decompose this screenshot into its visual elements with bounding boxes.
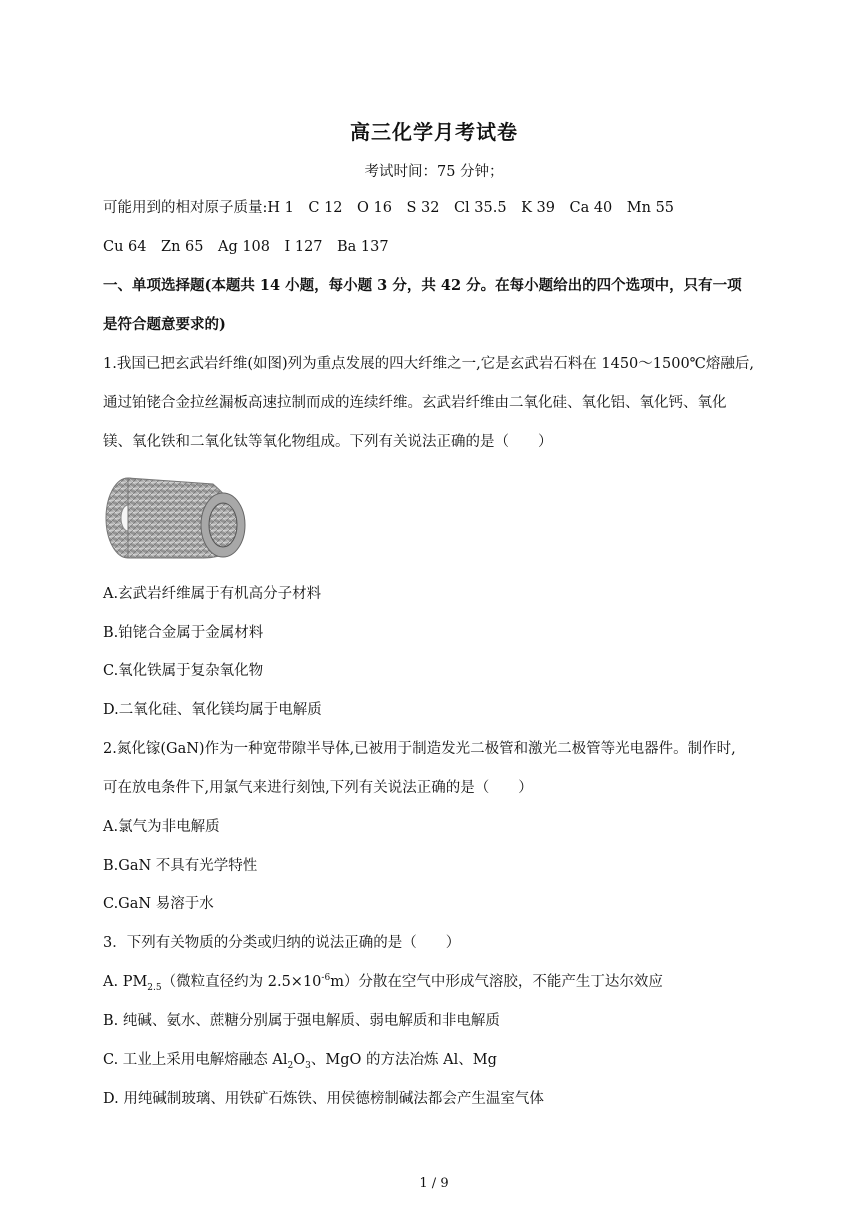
exam-time: 考试时间：75 分钟；: [364, 164, 504, 180]
q1-stem-line-1: 1.我国已把玄武岩纤维(如图)列为重点发展的四大纤维之一,它是玄武岩石料在 1450～1500℃熔融后,: [103, 356, 754, 372]
q1-option-a: A.玄武岩纤维属于有机高分子材料: [103, 586, 322, 602]
section-heading-line-1: 一、单项选择题(本题共 14 小题，每小题 3 分，共 42 分。在每小题给出的四个选项中，只有一项: [103, 277, 742, 294]
q2-stem-line-1: 2.氮化镓(GaN)作为一种宽带隙半导体,已被用于制造发光二极管和激光二极管等光电器件。制作时,: [103, 741, 736, 757]
q3-option-d: D. 用纯碱制玻璃、用铁矿石炼铁、用侯德榜制碱法都会产生温室气体: [103, 1091, 544, 1107]
q2-option-c: C.GaN 易溶于水: [103, 896, 214, 912]
section-heading-line-2: 是符合题意要求的): [103, 316, 226, 333]
q1-option-b: B.铂铑合金属于金属材料: [103, 625, 264, 641]
q3-option-c: C. 工业上采用电解熔融态 $Al_2O_3$、MgO 的方法冶炼 Al、Mg: [103, 1052, 497, 1071]
q2-option-a: A.氯气为非电解质: [103, 819, 220, 835]
q2-stem-line-2: 可在放电条件下,用氯气来进行刻蚀,下列有关说法正确的是（ ）: [103, 780, 533, 796]
q3-option-a: A. $PM_{2.5}$（微粒直径约为 $2.5\times 10^{-6}m$）分散在空气中形成气溶胶，不能产生丁达尔效应: [103, 973, 663, 993]
q1-stem-line-2: 通过铂铑合金拉丝漏板高速拉制而成的连续纤维。玄武岩纤维由二氧化硅、氧化铝、氧化钙、氧化: [103, 395, 727, 411]
q1-option-c: C.氧化铁属于复杂氧化物: [103, 663, 264, 679]
page-number: 1 / 9: [419, 1176, 449, 1191]
basalt-fiber-figure: [103, 470, 253, 565]
atomic-mass-line-1: 可能用到的相对原子质量:H 1 C 12 O 16 S 32 Cl 35.5 K 39 Ca 40 Mn 55: [103, 200, 675, 216]
atomic-mass-line-2: Cu 64 Zn 65 Ag 108 I 127 Ba 137: [103, 239, 389, 255]
q2-option-b: B.GaN 不具有光学特性: [103, 858, 258, 874]
page-title: 高三化学月考试卷: [350, 120, 518, 144]
basalt-fiber-roll-image: [103, 470, 253, 565]
q3-stem: 3．下列有关物质的分类或归纳的说法正确的是（ ）: [103, 935, 461, 951]
q1-stem-line-3: 镁、氧化铁和二氧化钛等氧化物组成。下列有关说法正确的是（ ）: [103, 434, 553, 450]
q1-option-d: D.二氧化硅、氧化镁均属于电解质: [103, 702, 322, 718]
q3-option-b: B. 纯碱、氨水、蔗糖分别属于强电解质、弱电解质和非电解质: [103, 1013, 500, 1029]
